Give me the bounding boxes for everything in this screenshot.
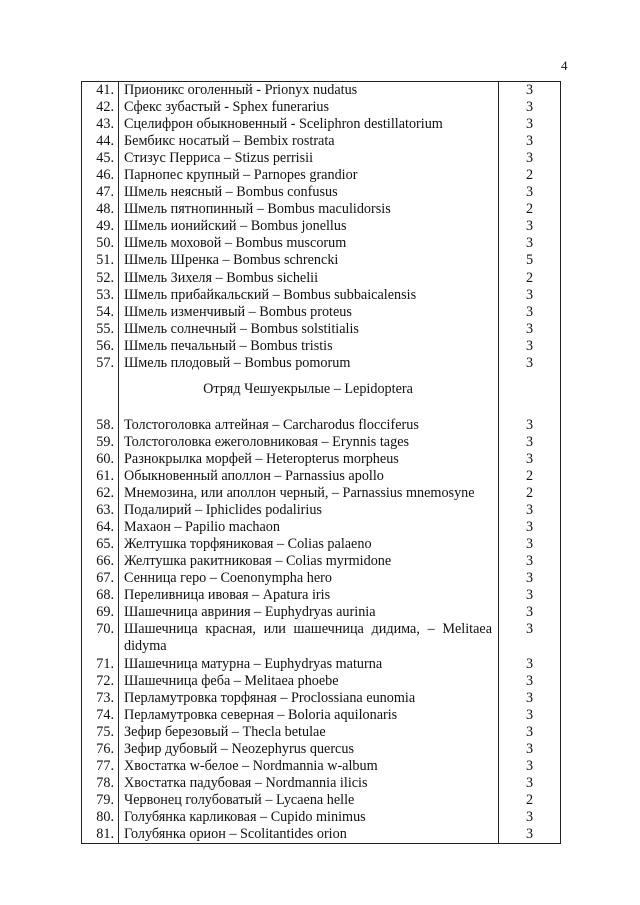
species-name: Шашечница феба – Melitaea phoebe [119,673,499,690]
category-value: 3 [499,724,561,741]
table-row [82,536,561,553]
category-value: 3 [499,621,561,655]
category-value: 3 [499,673,561,690]
species-name: Разнокрылка морфей – Heteropterus morpheus [119,451,499,468]
row-number: 67. [82,570,119,587]
row-number: 81. [82,826,119,844]
species-name: Шмель Зихеля – Bombus sichelii [119,270,499,287]
category-value: 3 [499,519,561,536]
species-name: Перламутровка северная – Boloria aquilonaris [119,707,499,724]
species-name: Шашечница матурна – Euphydryas maturna [119,656,499,673]
row-number: 63. [82,502,119,519]
category-value: 3 [499,434,561,451]
table-row [82,792,561,809]
category-value: 3 [499,451,561,468]
table-row [82,553,561,570]
category-value: 3 [499,116,561,133]
category-value: 3 [499,758,561,775]
table-row [82,519,561,536]
table-row [82,570,561,587]
row-number: 77. [82,758,119,775]
table-row [82,167,561,184]
table-row [82,133,561,150]
row-number: 75. [82,724,119,741]
row-number: 59. [82,434,119,451]
species-name: Стизус Перриса – Stizus perrisii [119,150,499,167]
table-row [82,468,561,485]
species-name: Сенница геро – Coenonympha hero [119,570,499,587]
category-value: 3 [499,99,561,116]
category-value: 3 [499,184,561,201]
category-value: 3 [499,417,561,434]
category-value: 3 [499,690,561,707]
table-row [82,417,561,434]
table-row [82,587,561,604]
row-number: 62. [82,485,119,502]
empty-cell [82,372,119,417]
species-name: Червонец голубоватый – Lycaena helle [119,792,499,809]
row-number: 46. [82,167,119,184]
category-value: 3 [499,741,561,758]
species-name: Шмель неясный – Bombus confusus [119,184,499,201]
row-number: 44. [82,133,119,150]
section-row [82,372,561,417]
row-number: 61. [82,468,119,485]
table-row [82,741,561,758]
species-name: Шашечница авриния – Euphydryas aurinia [119,604,499,621]
table-row [82,621,561,655]
table-row [82,116,561,133]
category-value: 3 [499,235,561,252]
species-name: Шмель плодовый – Bombus pomorum [119,355,499,372]
row-number: 60. [82,451,119,468]
row-number: 74. [82,707,119,724]
category-value: 3 [499,338,561,355]
table-row [82,184,561,201]
species-name: Прионикс оголенный - Prionyx nudatus [119,82,499,100]
category-value: 2 [499,167,561,184]
species-name: Мнемозина, или аполлон черный, – Parnassius mnemosyne [119,485,499,502]
category-value: 3 [499,502,561,519]
table-row [82,775,561,792]
row-number: 73. [82,690,119,707]
species-name: Шмель Шренка – Bombus schrencki [119,252,499,269]
row-number: 49. [82,218,119,235]
row-number: 50. [82,235,119,252]
species-name: Перламутровка торфяная – Proclossiana eunomia [119,690,499,707]
species-name: Бембикс носатый – Bembix rostrata [119,133,499,150]
category-value: 3 [499,133,561,150]
species-name: Шмель ионийский – Bombus jonellus [119,218,499,235]
table-row [82,338,561,355]
table-row [82,758,561,775]
species-name: Шмель изменчивый – Bombus proteus [119,304,499,321]
category-value: 3 [499,570,561,587]
species-name: Толстоголовка алтейная – Carcharodus flocciferus [119,417,499,434]
category-value: 3 [499,553,561,570]
species-name: Подалирий – Iphiclides podalirius [119,502,499,519]
category-value: 2 [499,792,561,809]
category-value: 2 [499,485,561,502]
table-row [82,252,561,269]
category-value: 3 [499,587,561,604]
table-row [82,99,561,116]
category-value: 3 [499,604,561,621]
row-number: 51. [82,252,119,269]
species-name: Хвостатка w-белое – Nordmannia w-album [119,758,499,775]
row-number: 72. [82,673,119,690]
table-row [82,724,561,741]
species-table-body [82,82,561,844]
row-number: 53. [82,287,119,304]
table-row [82,451,561,468]
row-number: 48. [82,201,119,218]
row-number: 70. [82,621,119,655]
table-row [82,434,561,451]
table-row [82,604,561,621]
category-value: 3 [499,150,561,167]
category-value: 2 [499,270,561,287]
category-value: 3 [499,82,561,100]
page-number: 4 [561,58,568,73]
section-title: Отряд Чешуекрылые – Lepidoptera [119,372,499,417]
table-row [82,235,561,252]
category-value: 3 [499,536,561,553]
table-row [82,656,561,673]
species-name: Обыкновенный аполлон – Parnassius apollo [119,468,499,485]
table-row [82,304,561,321]
category-value: 3 [499,321,561,338]
species-name: Сфекс зубастый - Sphex funerarius [119,99,499,116]
species-name: Парнопес крупный – Parnopes grandior [119,167,499,184]
row-number: 80. [82,809,119,826]
category-value: 3 [499,218,561,235]
species-name: Хвостатка падубовая – Nordmannia ilicis [119,775,499,792]
species-name: Желтушка торфяниковая – Colias palaeno [119,536,499,553]
row-number: 79. [82,792,119,809]
table-row [82,826,561,844]
row-number: 66. [82,553,119,570]
category-value: 3 [499,304,561,321]
category-value: 3 [499,287,561,304]
row-number: 47. [82,184,119,201]
species-name: Желтушка ракитниковая – Colias myrmidone [119,553,499,570]
category-value: 2 [499,468,561,485]
row-number: 56. [82,338,119,355]
table-row [82,201,561,218]
species-name: Переливница ивовая – Apatura iris [119,587,499,604]
table-row [82,809,561,826]
category-value: 3 [499,809,561,826]
table-row [82,355,561,372]
row-number: 52. [82,270,119,287]
category-value: 5 [499,252,561,269]
row-number: 43. [82,116,119,133]
row-number: 42. [82,99,119,116]
row-number: 41. [82,82,119,100]
table-row [82,690,561,707]
table-row [82,82,561,100]
row-number: 57. [82,355,119,372]
row-number: 55. [82,321,119,338]
table-row [82,270,561,287]
species-name: Шмель моховой – Bombus muscorum [119,235,499,252]
species-name: Голубянка карликовая – Cupido minimus [119,809,499,826]
row-number: 68. [82,587,119,604]
category-value: 3 [499,775,561,792]
category-value: 2 [499,201,561,218]
category-value: 3 [499,355,561,372]
species-name: Зефир дубовый – Neozephyrus quercus [119,741,499,758]
category-value: 3 [499,826,561,844]
species-name: Толстоголовка ежеголовниковая – Erynnis tages [119,434,499,451]
species-name: Зефир березовый – Thecla betulae [119,724,499,741]
table-row [82,321,561,338]
category-value: 3 [499,707,561,724]
species-name: Шмель солнечный – Bombus solstitialis [119,321,499,338]
species-table [81,81,561,844]
row-number: 64. [82,519,119,536]
table-row [82,707,561,724]
table-row [82,502,561,519]
row-number: 54. [82,304,119,321]
table-row [82,218,561,235]
species-name: Шмель печальный – Bombus tristis [119,338,499,355]
species-name: Голубянка орион – Scolitantides orion [119,826,499,844]
row-number: 45. [82,150,119,167]
table-row [82,485,561,502]
row-number: 76. [82,741,119,758]
species-name: Махаон – Papilio machaon [119,519,499,536]
table-row [82,287,561,304]
species-name: Шашечница красная, или шашечница дидима, – Melitaea didyma [119,621,499,655]
species-name: Сцелифрон обыкновенный - Sceliphron destillatorium [119,116,499,133]
empty-cell [499,372,561,417]
species-name: Шмель пятнопинный – Bombus maculidorsis [119,201,499,218]
table-row [82,673,561,690]
table-row [82,150,561,167]
row-number: 58. [82,417,119,434]
row-number: 71. [82,656,119,673]
row-number: 65. [82,536,119,553]
row-number: 78. [82,775,119,792]
species-name: Шмель прибайкальский – Bombus subbaicalensis [119,287,499,304]
category-value: 3 [499,656,561,673]
row-number: 69. [82,604,119,621]
